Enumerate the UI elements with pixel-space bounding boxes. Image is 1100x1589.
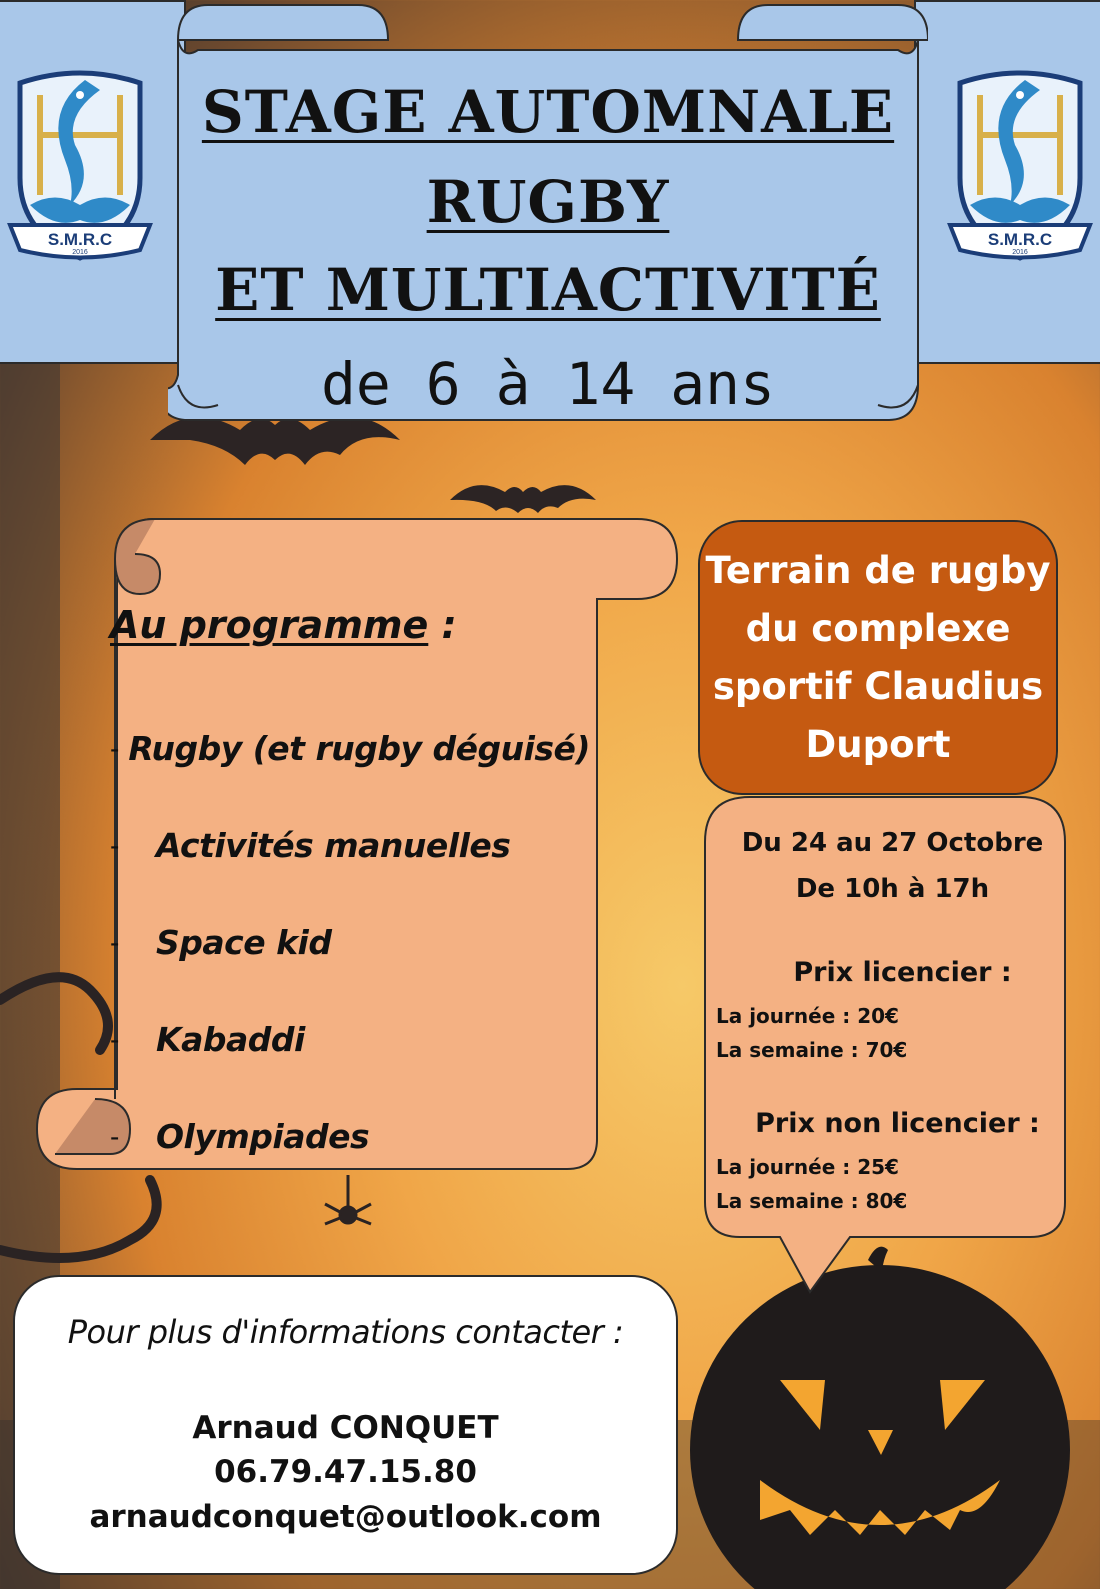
location-box: [698, 520, 1058, 795]
contact-box: [13, 1275, 678, 1575]
programme-list: [110, 700, 590, 1185]
contact-email[interactable]: arnaudconquet@outlook.com: [89, 1499, 602, 1535]
logo-text: S.M.R.C: [987, 230, 1053, 249]
price-non-licensed-title: Prix non licencier :: [755, 1108, 1040, 1139]
location-line: sportif Claudius: [712, 664, 1044, 708]
title-line-2: RUGBY: [426, 168, 670, 236]
price-licensed-title: Prix licencier :: [793, 957, 1012, 988]
jack-o-lantern-icon: [690, 1247, 1070, 1589]
list-item-label: Space kid: [156, 923, 332, 962]
logo-year: 2016: [72, 249, 88, 256]
contact-name: Arnaud CONQUET: [192, 1410, 499, 1446]
list-item-label: Olympiades: [156, 1117, 370, 1156]
price-day: La journée : 20€: [716, 1004, 899, 1028]
list-item: [110, 797, 590, 894]
list-item-label: Kabaddi: [156, 1020, 305, 1059]
title-line-1: STAGE AUTOMNALE: [201, 78, 895, 146]
age-range: de 6 à 14 ans: [321, 350, 775, 418]
club-logo-left: [0, 65, 160, 280]
list-dash: -: [110, 1023, 120, 1055]
schedule-hours: De 10h à 17h: [795, 874, 990, 904]
schedule-dates: Du 24 au 27 Octobre: [741, 828, 1044, 858]
list-item: [110, 1088, 590, 1185]
logo-text: S.M.R.C: [47, 230, 113, 249]
price-week: La semaine : 70€: [716, 1038, 908, 1062]
contact-phone[interactable]: 06.79.47.15.80: [214, 1454, 477, 1490]
logo-year: 2016: [1012, 249, 1028, 256]
list-item-label: Activités manuelles: [156, 826, 511, 865]
location-line: Duport: [805, 722, 951, 766]
price-licensed: [716, 999, 907, 1067]
contact-intro: Pour plus d'informations contacter :: [67, 1313, 624, 1351]
list-item-label: Rugby (et rugby déguisé): [128, 729, 590, 768]
list-dash: -: [110, 1120, 120, 1152]
location-line: Terrain de rugby: [705, 548, 1051, 592]
list-item: [110, 700, 590, 797]
list-item: [110, 991, 590, 1088]
list-item: [110, 894, 590, 991]
location-text: [706, 542, 1051, 774]
price-non-licensed: [716, 1150, 907, 1218]
list-dash: -: [110, 926, 120, 958]
club-logo-right: [940, 65, 1100, 280]
location-line: du complexe: [745, 606, 1011, 650]
programme-heading: Au programme :: [110, 603, 457, 647]
price-week: La semaine : 80€: [716, 1189, 908, 1213]
title-line-3: ET MULTIACTIVITÉ: [215, 256, 881, 324]
price-day: La journée : 25€: [716, 1155, 899, 1179]
bat-icon: [450, 485, 596, 513]
list-dash: -: [110, 829, 120, 861]
schedule: [705, 820, 1080, 912]
list-dash: -: [110, 732, 120, 764]
